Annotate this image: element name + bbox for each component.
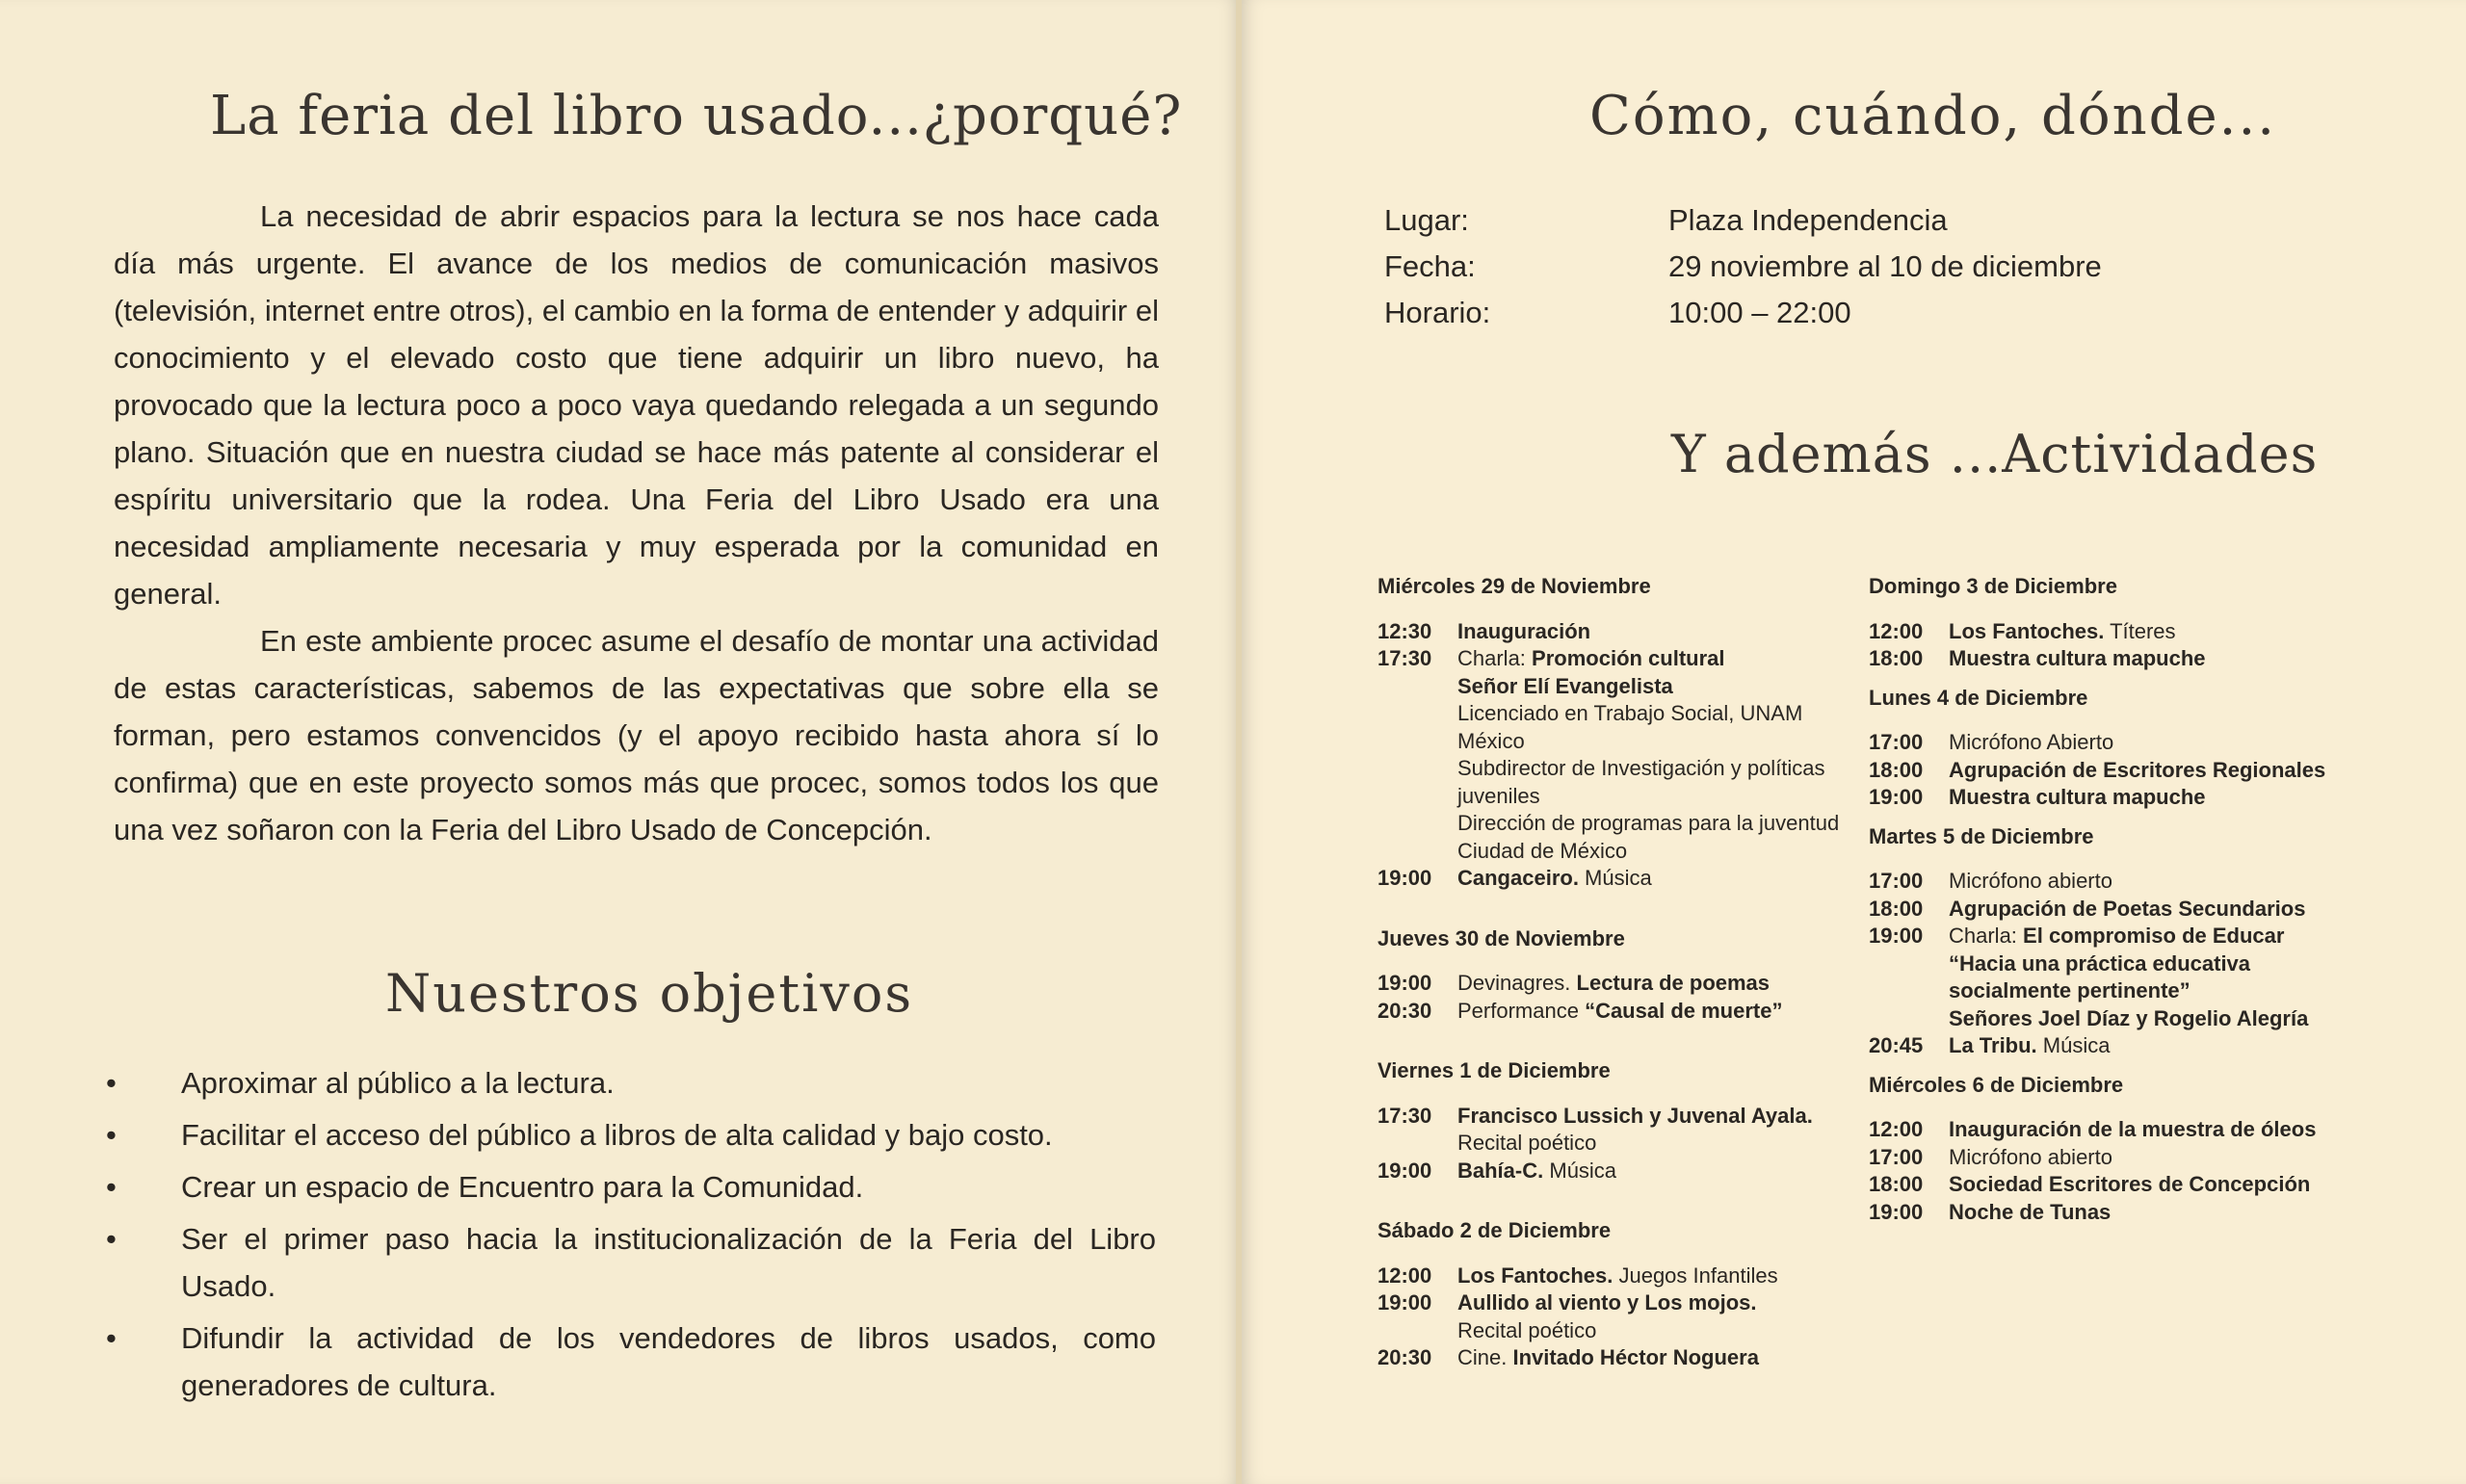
- info-row-fecha: [1384, 244, 2102, 290]
- intro-paragraph-2: En este ambiente procec asume el desafío de montar una actividad de estas características, sabemos de las expectativas que sobre ella se forman, pero estamos convencidos (y el apoyo recibido hasta ahora sí lo confirma) que en este proyecto somos más que procec, somos todos los que una vez soñaron con la Feria del Libro Usado de Concepción.: [114, 624, 1159, 846]
- event-desc: [1949, 784, 2370, 812]
- fecha-value: 29 noviembre al 10 de diciembre: [1668, 249, 2102, 283]
- event-title: Muestra cultura mapuche: [1949, 646, 2206, 670]
- event-title: Cangaceiro.: [1457, 866, 1579, 890]
- event-prefix: Devinagres.: [1457, 971, 1577, 995]
- event-time: 18:00: [1869, 896, 1924, 921]
- day-heading: Sábado 2 de Diciembre: [1377, 1218, 1612, 1242]
- bullet-icon: •: [106, 1066, 117, 1100]
- event-detail: Recital poético: [1457, 1317, 1597, 1342]
- schedule-column-left: [1377, 573, 1859, 1372]
- event-time: 12:30: [1377, 618, 1432, 643]
- event-row: [1377, 1263, 1859, 1290]
- event-row: [1869, 923, 2370, 1032]
- event-suffix: Música: [1578, 866, 1652, 890]
- event-time: 12:00: [1869, 618, 1924, 643]
- event-desc: [1457, 865, 1859, 893]
- event-title: Noche de Tunas: [1949, 1199, 2112, 1224]
- event-title: Aullido al viento y Los mojos.: [1457, 1290, 1757, 1315]
- day-heading: Martes 5 de Diciembre: [1869, 823, 2094, 848]
- event-title: Micrófono abierto: [1949, 1144, 2112, 1169]
- event-title: Agrupación de Poetas Secundarios: [1949, 896, 2306, 921]
- event-time: 17:00: [1869, 869, 1924, 893]
- bullet-icon: •: [106, 1321, 117, 1355]
- event-time: 12:00: [1377, 1263, 1432, 1288]
- event-time: 19:00: [1377, 971, 1432, 995]
- event-time: 12:00: [1869, 1117, 1924, 1141]
- event-row: [1377, 865, 1859, 893]
- bullet-icon: •: [106, 1118, 117, 1152]
- event-time: 19:00: [1377, 1158, 1432, 1183]
- event-suffix: Títeres: [2104, 618, 2176, 643]
- event-title: Promoción cultural: [1532, 646, 1725, 670]
- objective-text: Facilitar el acceso del público a libros de alta calidad y bajo costo.: [181, 1118, 1053, 1152]
- day-heading: Jueves 30 de Noviembre: [1377, 925, 1625, 950]
- event-title: Inauguración de la muestra de óleos: [1949, 1117, 2317, 1141]
- objective-text: Ser el primer paso hacia la institucionalización de la Feria del Libro Usado.: [181, 1222, 1156, 1303]
- event-title: El compromiso de Educar: [2023, 924, 2285, 948]
- event-suffix: Música: [1543, 1158, 1617, 1183]
- event-time: 19:00: [1869, 924, 1924, 948]
- event-row: [1869, 757, 2370, 785]
- bullet-icon: •: [106, 1170, 117, 1204]
- day-heading: Lunes 4 de Diciembre: [1869, 685, 2088, 710]
- event-time: 20:45: [1869, 1033, 1924, 1057]
- event-subtitle: “Hacia una práctica educativa socialmente pertinente”: [1949, 950, 2251, 1002]
- event-time: 20:30: [1377, 1345, 1432, 1369]
- event-row: [1869, 868, 2370, 896]
- event-desc: [1457, 998, 1859, 1026]
- bullet-icon: •: [106, 1222, 117, 1256]
- event-detail: Ciudad de México: [1457, 838, 1628, 863]
- event-time: 20:30: [1377, 998, 1432, 1023]
- event-desc: [1949, 896, 2370, 924]
- event-row: [1377, 1158, 1859, 1185]
- event-time: 19:00: [1869, 785, 1924, 809]
- day-heading: Viernes 1 de Diciembre: [1377, 1058, 1611, 1082]
- page-title-left: La feria del libro usado...¿porqué?: [210, 85, 1183, 147]
- event-title: Los Fantoches.: [1457, 1263, 1613, 1288]
- info-row-horario: [1384, 290, 2102, 336]
- event-detail: Recital poético: [1457, 1131, 1597, 1155]
- event-desc: [1949, 1144, 2370, 1172]
- event-desc: [1949, 757, 2370, 785]
- objective-text: Aproximar al público a la lectura.: [181, 1066, 615, 1100]
- event-detail: Dirección de programas para la juventud: [1457, 811, 1840, 835]
- intro-text: [114, 193, 1159, 853]
- event-time: 18:00: [1869, 646, 1924, 670]
- event-row: [1869, 618, 2370, 646]
- event-time: 19:00: [1869, 1199, 1924, 1224]
- day-heading: Miércoles 6 de Diciembre: [1869, 1072, 2124, 1097]
- event-desc: [1949, 618, 2370, 646]
- schedule-column-right: [1869, 573, 2370, 1226]
- event-row: [1869, 1171, 2370, 1199]
- info-row-lugar: [1384, 197, 2102, 244]
- event-prefix: Performance: [1457, 998, 1586, 1023]
- event-row: [1869, 645, 2370, 673]
- event-title: Agrupación de Escritores Regionales: [1949, 757, 2326, 782]
- event-desc: [1949, 868, 2370, 896]
- event-title: Lectura de poemas: [1576, 971, 1771, 995]
- event-speaker: Señor Elí Evangelista: [1457, 673, 1673, 698]
- event-suffix: Juegos Infantiles: [1613, 1263, 1778, 1288]
- event-time: 19:00: [1377, 866, 1432, 890]
- event-desc: [1949, 1171, 2370, 1199]
- event-desc: [1457, 618, 1859, 646]
- lugar-label: Lugar:: [1384, 203, 1469, 237]
- event-row: [1377, 1103, 1859, 1158]
- objectives-list: [106, 1059, 1156, 1414]
- objective-item: [106, 1163, 1156, 1211]
- page-title-right: Cómo, cuándo, dónde...: [1589, 85, 2277, 147]
- event-desc: [1457, 970, 1859, 998]
- event-time: 17:00: [1869, 730, 1924, 754]
- event-title: Los Fantoches.: [1949, 618, 2105, 643]
- event-time: 18:00: [1869, 757, 1924, 782]
- event-title: Francisco Lussich y Juvenal Ayala.: [1457, 1103, 1813, 1128]
- event-row: [1869, 784, 2370, 812]
- event-desc: [1457, 1263, 1859, 1290]
- event-title: Sociedad Escritores de Concepción: [1949, 1172, 2311, 1196]
- objective-item: [106, 1111, 1156, 1159]
- event-row: [1869, 1144, 2370, 1172]
- event-prefix: Charla:: [1457, 646, 1533, 670]
- event-desc: [1457, 645, 1859, 865]
- objective-text: Crear un espacio de Encuentro para la Comunidad.: [181, 1170, 864, 1204]
- event-row: [1377, 1344, 1859, 1372]
- objective-item: [106, 1215, 1156, 1310]
- horario-label: Horario:: [1384, 296, 1491, 329]
- event-row: [1869, 1199, 2370, 1227]
- event-title: Bahía-C.: [1457, 1158, 1544, 1183]
- event-time: 17:30: [1377, 646, 1432, 670]
- event-info: [1384, 197, 2102, 336]
- day-heading: Miércoles 29 de Noviembre: [1377, 574, 1651, 598]
- event-time: 17:30: [1377, 1103, 1432, 1128]
- event-desc: [1949, 1116, 2370, 1144]
- event-time: 17:00: [1869, 1144, 1924, 1169]
- objective-text: Difundir la actividad de los vendedores de libros usados, como generadores de cultura.: [181, 1321, 1156, 1402]
- event-title: Muestra cultura mapuche: [1949, 785, 2206, 809]
- event-time: 18:00: [1869, 1172, 1924, 1196]
- event-row: [1377, 645, 1859, 865]
- event-detail: Subdirector de Investigación y políticas juveniles: [1457, 756, 1825, 808]
- event-row: [1377, 618, 1859, 646]
- event-prefix: Cine.: [1457, 1345, 1513, 1369]
- event-desc: [1949, 1032, 2370, 1060]
- event-desc: [1457, 1103, 1859, 1158]
- activities-title: Y además ...Actividades: [1671, 424, 2319, 484]
- event-desc: [1949, 1199, 2370, 1227]
- event-desc: [1457, 1344, 1859, 1372]
- event-prefix: Charla:: [1949, 924, 2024, 948]
- event-row: [1869, 1116, 2370, 1144]
- day-heading: Domingo 3 de Diciembre: [1869, 574, 2117, 598]
- event-desc: [1457, 1158, 1859, 1185]
- event-row: [1869, 729, 2370, 757]
- lugar-value: Plaza Independencia: [1668, 203, 1948, 237]
- objective-item: [106, 1315, 1156, 1409]
- objectives-title: Nuestros objetivos: [385, 963, 914, 1024]
- event-time: 19:00: [1377, 1290, 1432, 1315]
- event-title: Invitado Héctor Noguera: [1512, 1345, 1759, 1369]
- event-title: La Tribu.: [1949, 1033, 2037, 1057]
- fecha-label: Fecha:: [1384, 249, 1476, 283]
- event-row: [1377, 998, 1859, 1026]
- intro-paragraph-1: La necesidad de abrir espacios para la lectura se nos hace cada día más urgente. El avance de los medios de comunicación masivos (televisión, internet entre otros), el cambio en la forma de entender y adquirir el conocimiento y el elevado costo que tiene adquirir un libro nuevo, ha provocado que la lectura poco a poco vaya quedando relegada a un segundo plano. Situación que en nuestra ciudad se hace más patente al considerar el espíritu universitario que la rodea. Una Feria del Libro Usado era una necesidad ampliamente necesaria y muy esperada por la comunidad en general.: [114, 199, 1159, 611]
- objective-item: [106, 1059, 1156, 1106]
- event-suffix: Música: [2036, 1033, 2111, 1057]
- event-row: [1869, 1032, 2370, 1060]
- event-title: Inauguración: [1457, 618, 1591, 643]
- event-desc: [1949, 729, 2370, 757]
- horario-value: 10:00 – 22:00: [1668, 296, 1851, 329]
- event-title: Micrófono Abierto: [1949, 730, 2114, 754]
- event-desc: [1949, 923, 2370, 1032]
- event-detail: Licenciado en Trabajo Social, UNAM México: [1457, 701, 1803, 753]
- event-speaker: Señores Joel Díaz y Rogelio Alegría: [1949, 1005, 2309, 1030]
- event-desc: [1949, 645, 2370, 673]
- event-row: [1377, 970, 1859, 998]
- event-title: Micrófono abierto: [1949, 869, 2112, 893]
- event-desc: [1457, 1289, 1859, 1344]
- event-row: [1377, 1289, 1859, 1344]
- event-title: “Causal de muerte”: [1585, 998, 1783, 1023]
- event-row: [1869, 896, 2370, 924]
